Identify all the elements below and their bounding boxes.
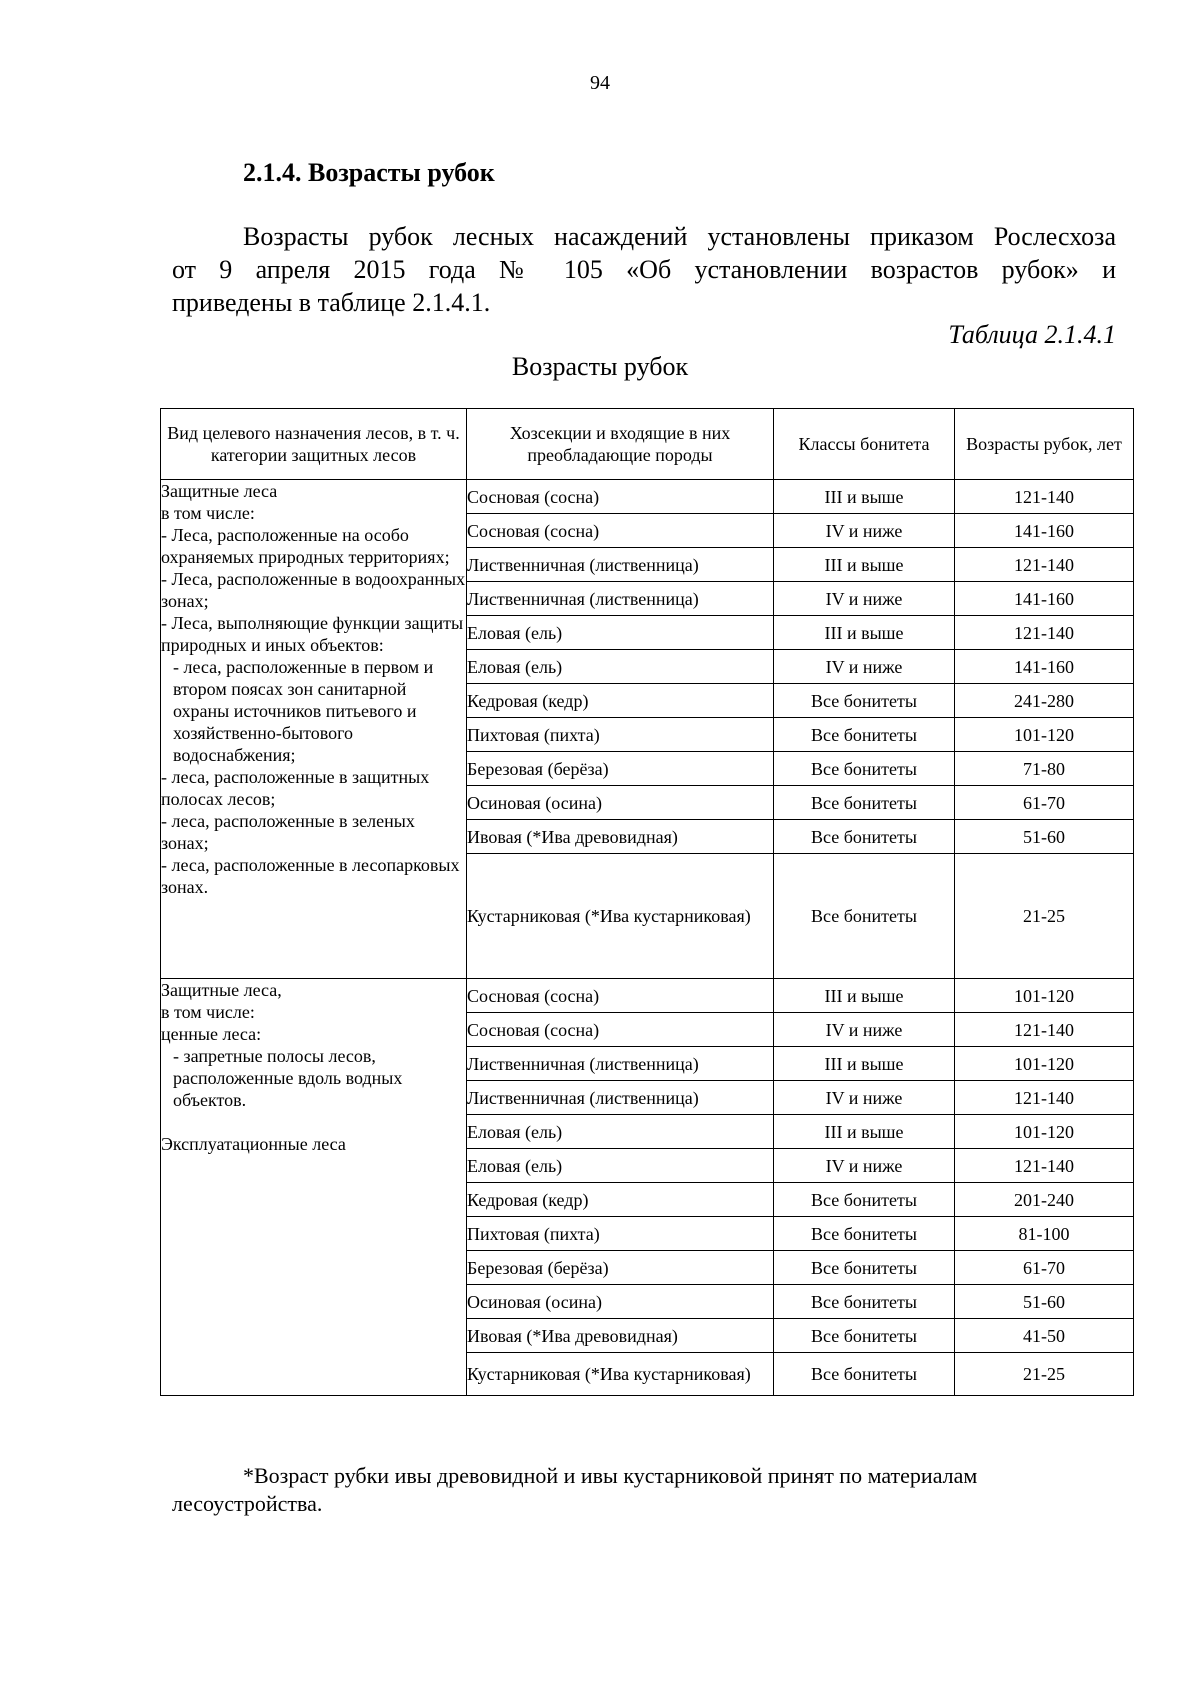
header-purpose: Вид целевого назначения лесов, в т. ч. категории защитных лесов [161, 409, 467, 480]
species-cell: Лиственничная (лиственница) [467, 1047, 774, 1081]
species-cell: Лиственничная (лиственница) [467, 548, 774, 582]
class-cell: Все бонитеты [774, 1353, 955, 1396]
species-cell: Осиновая (осина) [467, 786, 774, 820]
table-caption: Таблица 2.1.4.1 [948, 320, 1116, 349]
species-cell: Кустарниковая (*Ива кустарниковая) [467, 1353, 774, 1396]
table-row [161, 480, 1134, 514]
purpose-text: ценные леса: [161, 1024, 262, 1044]
purpose-cell [161, 979, 467, 1396]
age-cell: 101-120 [955, 718, 1134, 752]
purpose-text: - леса, расположенные в защитных полосах лесов; [161, 767, 430, 809]
age-cell: 141-160 [955, 582, 1134, 616]
age-cell: 141-160 [955, 650, 1134, 684]
age-cell: 121-140 [955, 1149, 1134, 1183]
age-cell: 121-140 [955, 548, 1134, 582]
purpose-text: - леса, расположенные в первом и втором поясах зон санитарной охраны источников питьевого и хозяйственно-бытового водоснабжения; [173, 657, 434, 765]
table-title: Возрасты рубок [511, 352, 689, 381]
header-class: Классы бонитета [774, 409, 955, 480]
age-cell: 51-60 [955, 820, 1134, 854]
species-cell: Кустарниковая (*Ива кустарниковая) [467, 854, 774, 979]
age-cell: 41-50 [955, 1319, 1134, 1353]
species-cell: Сосновая (сосна) [467, 979, 774, 1013]
table-row [161, 979, 1134, 1013]
class-cell: IV и ниже [774, 1081, 955, 1115]
class-cell: III и выше [774, 1115, 955, 1149]
species-cell: Осиновая (осина) [467, 1285, 774, 1319]
class-cell: IV и ниже [774, 514, 955, 548]
page-number: 94 [590, 72, 610, 94]
species-cell: Кедровая (кедр) [467, 1183, 774, 1217]
table-body [161, 480, 1134, 1396]
species-cell: Ивовая (*Ива древовидная) [467, 820, 774, 854]
class-cell: III и выше [774, 548, 955, 582]
age-cell: 81-100 [955, 1217, 1134, 1251]
species-cell: Сосновая (сосна) [467, 480, 774, 514]
age-cell: 141-160 [955, 514, 1134, 548]
species-cell: Еловая (ель) [467, 1115, 774, 1149]
species-cell: Пихтовая (пихта) [467, 718, 774, 752]
class-cell: Все бонитеты [774, 1217, 955, 1251]
footnote [172, 1462, 1116, 1518]
class-cell: Все бонитеты [774, 684, 955, 718]
species-cell: Березовая (берёза) [467, 1251, 774, 1285]
age-cell: 101-120 [955, 1115, 1134, 1149]
age-cell: 101-120 [955, 1047, 1134, 1081]
purpose-text: - Леса, выполняющие функции защиты природных и иных объектов: [161, 613, 464, 655]
purpose-text: Эксплуатационные леса [161, 1134, 346, 1154]
purpose-text: в том числе: [161, 1002, 255, 1022]
footnote-line: лесоустройства. [172, 1491, 323, 1516]
class-cell: IV и ниже [774, 582, 955, 616]
class-cell: III и выше [774, 979, 955, 1013]
class-cell: III и выше [774, 1047, 955, 1081]
purpose-cell [161, 480, 467, 979]
class-cell: Все бонитеты [774, 854, 955, 979]
species-cell: Сосновая (сосна) [467, 1013, 774, 1047]
purpose-text: Защитные леса, [161, 980, 282, 1000]
class-cell: Все бонитеты [774, 1183, 955, 1217]
class-cell: Все бонитеты [774, 718, 955, 752]
class-cell: IV и ниже [774, 1149, 955, 1183]
section-heading: 2.1.4. Возрасты рубок [243, 158, 495, 187]
header-species: Хозсекции и входящие в них преобладающие породы [467, 409, 774, 480]
age-cell: 61-70 [955, 1251, 1134, 1285]
species-cell: Еловая (ель) [467, 1149, 774, 1183]
species-cell: Кедровая (кедр) [467, 684, 774, 718]
class-cell: IV и ниже [774, 650, 955, 684]
class-cell: Все бонитеты [774, 820, 955, 854]
class-cell: Все бонитеты [774, 786, 955, 820]
species-cell: Еловая (ель) [467, 650, 774, 684]
age-cell: 121-140 [955, 1081, 1134, 1115]
age-cell: 201-240 [955, 1183, 1134, 1217]
age-cell: 51-60 [955, 1285, 1134, 1319]
table-header-row [161, 409, 1134, 480]
purpose-text: - запретные полосы лесов, расположенные вдоль водных объектов. [173, 1046, 403, 1110]
purpose-text: Защитные леса [161, 481, 278, 501]
intro-paragraph [172, 220, 1116, 319]
purpose-text: - Леса, расположенные в водоохранных зонах; [161, 569, 466, 611]
purpose-text: - леса, расположенные в зеленых зонах; [161, 811, 415, 853]
species-cell: Лиственничная (лиственница) [467, 1081, 774, 1115]
footnote-line: *Возраст рубки ивы древовидной и ивы кустарниковой принят по материалам [243, 1463, 978, 1488]
species-cell: Еловая (ель) [467, 616, 774, 650]
age-cell: 71-80 [955, 752, 1134, 786]
age-cell: 121-140 [955, 616, 1134, 650]
intro-line: Возрасты рубок лесных насаждений установлены приказом Рослесхоза [243, 222, 1116, 251]
age-cell: 61-70 [955, 786, 1134, 820]
class-cell: Все бонитеты [774, 1251, 955, 1285]
age-cell: 21-25 [955, 1353, 1134, 1396]
class-cell: Все бонитеты [774, 1285, 955, 1319]
class-cell: Все бонитеты [774, 752, 955, 786]
species-cell: Березовая (берёза) [467, 752, 774, 786]
class-cell: IV и ниже [774, 1013, 955, 1047]
cutting-age-table [160, 408, 1134, 1396]
class-cell: III и выше [774, 616, 955, 650]
class-cell: Все бонитеты [774, 1319, 955, 1353]
purpose-text: в том числе: [161, 503, 255, 523]
age-cell: 241-280 [955, 684, 1134, 718]
age-cell: 121-140 [955, 1013, 1134, 1047]
species-cell: Лиственничная (лиственница) [467, 582, 774, 616]
intro-line: приведены в таблице 2.1.4.1. [172, 288, 491, 317]
purpose-text: - леса, расположенные в лесопарковых зонах. [161, 855, 460, 897]
age-cell: 101-120 [955, 979, 1134, 1013]
class-cell: III и выше [774, 480, 955, 514]
header-age: Возрасты рубок, лет [955, 409, 1134, 480]
species-cell: Пихтовая (пихта) [467, 1217, 774, 1251]
purpose-text: - Леса, расположенные на особо охраняемых природных территориях; [161, 525, 450, 567]
age-cell: 121-140 [955, 480, 1134, 514]
intro-line: от 9 апреля 2015 года № 105 «Об установлении возрастов рубок» и [172, 255, 1116, 284]
spacer [161, 1111, 466, 1133]
species-cell: Ивовая (*Ива древовидная) [467, 1319, 774, 1353]
species-cell: Сосновая (сосна) [467, 514, 774, 548]
age-cell: 21-25 [955, 854, 1134, 979]
